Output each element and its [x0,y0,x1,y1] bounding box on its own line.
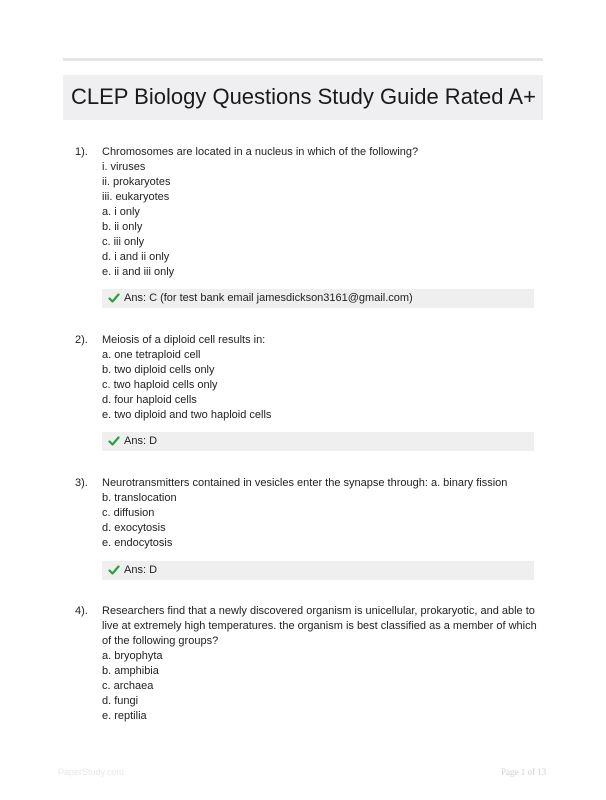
answer-text: Ans: D [124,564,158,576]
question-text: Neurotransmitters contained in vesicles enter the synapse through: a. binary fission [102,477,508,489]
option-line: b. amphibia [102,665,159,677]
page-number: Page 1 of 13 [501,767,547,777]
answer-box [102,289,534,308]
question-text: of the following groups? [102,635,219,647]
question-body [102,145,537,280]
page-title: CLEP Biology Questions Study Guide Rated A+ [71,84,536,109]
answer-box [102,561,534,580]
option-line: b. translocation [102,492,177,504]
footer-watermark: PaperStudy.com [58,767,124,777]
question-number: 1). [75,146,88,158]
question-body [102,333,537,423]
option-line: a. i only [102,206,140,218]
question-body [102,476,537,551]
option-line: d. four haploid cells [102,394,197,406]
title-banner [63,75,543,120]
question-text: live at extremely high temperatures. the organism is best classified as a member of which [102,620,537,632]
option-line: e. ii and iii only [102,266,175,278]
question-text: Researchers find that a newly discovered organism is unicellular, prokaryotic, and able to [102,605,535,617]
option-line: a. one tetraploid cell [102,349,201,361]
option-line: a. bryophyta [102,650,163,662]
question-text: Chromosomes are located in a nucleus in which of the following? [102,146,419,158]
checkmark-icon [108,435,120,447]
question-text: Meiosis of a diploid cell results in: [102,334,266,346]
checkmark-icon [108,564,120,576]
question-number: 4). [75,605,88,617]
checkmark-icon [108,292,120,304]
option-line: c. two haploid cells only [102,379,218,391]
question-body [102,604,537,724]
option-line: b. two diploid cells only [102,364,215,376]
option-line: d. exocytosis [102,522,166,534]
question-number: 3). [75,477,88,489]
option-line: e. endocytosis [102,537,173,549]
answer-text: Ans: D [124,435,158,447]
option-line: d. i and ii only [102,251,170,263]
option-line: d. fungi [102,695,139,707]
option-line: b. ii only [102,221,143,233]
option-line: c. diffusion [102,507,155,519]
answer-box [102,432,534,451]
option-line: c. archaea [102,680,154,692]
top-divider [63,58,543,61]
option-line: e. reptilia [102,710,147,722]
answer-text: Ans: C (for test bank email jamesdickson3161@gmail.com) [124,292,413,304]
option-line: iii. eukaryotes [102,191,170,203]
question-number: 2). [75,334,88,346]
option-line: ii. prokaryotes [102,176,171,188]
option-line: e. two diploid and two haploid cells [102,409,272,421]
option-line: c. iii only [102,236,145,248]
option-line: i. viruses [102,161,146,173]
